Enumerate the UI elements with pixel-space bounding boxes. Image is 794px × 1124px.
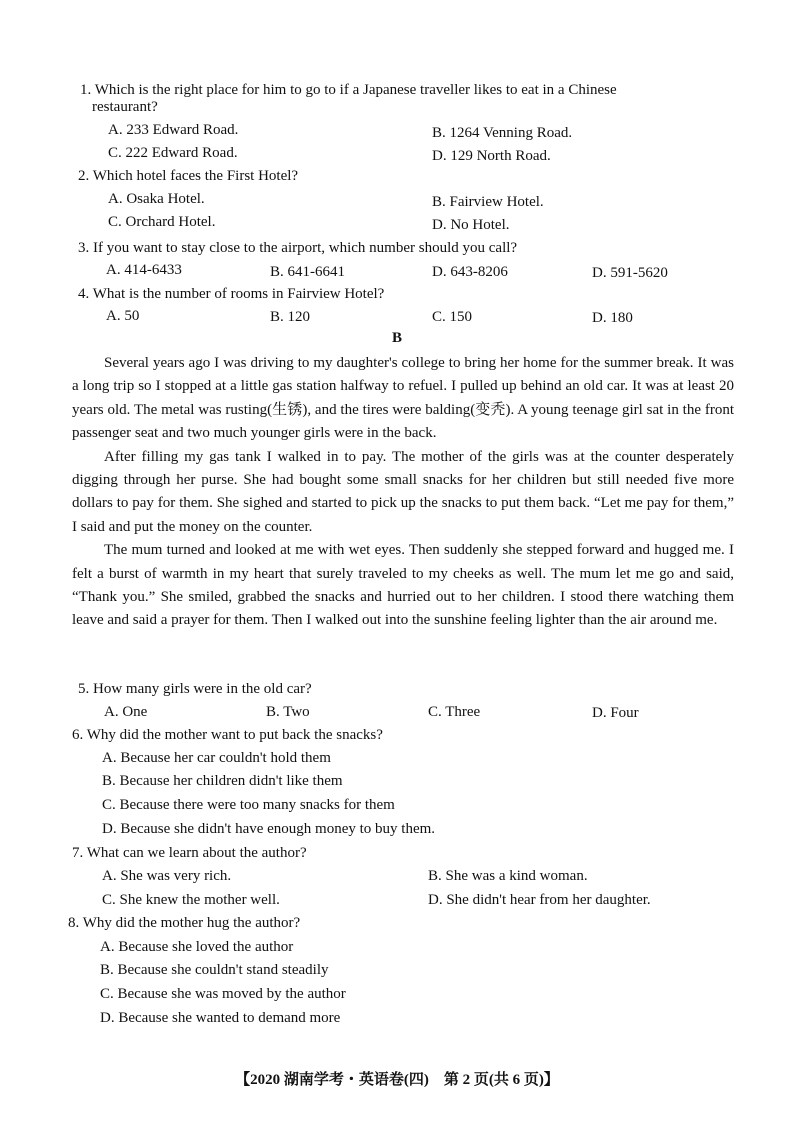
question-3-option-b: B. 641-6641 — [270, 264, 345, 280]
passage-paragraph-2: After filling my gas tank I walked in to pay. The mother of the girls was at the counter desperately digging through her purse. She had bought some small snacks for her children but still needed five more dollars to pay for them. She sighed and started to pick up the snacks to put them back. “Let me pay for them,” I said and put the money on the counter. — [72, 448, 734, 535]
passage-paragraph-3: The mum turned and looked at me with wet eyes. Then suddenly she stepped forward and hugged me. I felt a burst of warmth in my heart that surely traveled to my cheeks as well. The mum let me go and said, “Thank you.” She smiled, grabbed the snacks and hurried out to her children. I stood there watching them leave and said a prayer for them. Then I walked out into the sunshine feeling lighter than the air around me. — [72, 542, 734, 629]
question-2-option-a: A. Osaka Hotel. — [108, 191, 205, 207]
question-2-stem: 2. Which hotel faces the First Hotel? — [78, 168, 299, 184]
passage — [72, 352, 734, 633]
question-1-option-b: B. 1264 Venning Road. — [432, 125, 573, 141]
question-3-option-d: D. 591-5620 — [592, 265, 668, 281]
question-6-option-c: C. Because there were too many snacks for them — [102, 797, 395, 813]
question-6-stem: 6. Why did the mother want to put back the snacks? — [72, 727, 383, 743]
question-3-stem: 3. If you want to stay close to the airport, which number should you call? — [78, 240, 518, 256]
question-4-option-a: A. 50 — [106, 308, 140, 324]
question-5-option-d: D. Four — [592, 705, 639, 721]
question-7-option-c: C. She knew the mother well. — [102, 892, 280, 908]
question-4-option-c: C. 150 — [432, 309, 473, 325]
question-5-option-c: C. Three — [428, 704, 481, 720]
question-7-stem: 7. What can we learn about the author? — [72, 845, 307, 861]
section-b-heading: B — [391, 330, 402, 346]
question-4-option-d: D. 180 — [592, 310, 633, 326]
question-8-option-b: B. Because she couldn't stand steadily — [100, 962, 329, 978]
question-5-stem: 5. How many girls were in the old car? — [78, 681, 312, 697]
question-5-option-a: A. One — [104, 704, 148, 720]
question-8-option-c: C. Because she was moved by the author — [100, 986, 346, 1002]
question-2-option-c: C. Orchard Hotel. — [108, 214, 216, 230]
question-1-stem-line1: 1. Which is the right place for him to go to if a Japanese traveller likes to eat in a Chinese — [80, 82, 617, 98]
question-6-option-a: A. Because her car couldn't hold them — [102, 750, 331, 766]
question-1-option-d: D. 129 North Road. — [432, 148, 551, 164]
question-4-option-b: B. 120 — [270, 309, 311, 325]
question-7-option-d: D. She didn't hear from her daughter. — [428, 892, 651, 908]
question-5-option-b: B. Two — [266, 704, 310, 720]
question-8-option-d: D. Because she wanted to demand more — [100, 1010, 341, 1026]
question-3-option-a: A. 414-6433 — [106, 262, 182, 278]
question-7-option-b: B. She was a kind woman. — [428, 868, 588, 884]
question-6-option-b: B. Because her children didn't like them — [102, 773, 343, 789]
question-6-option-d: D. Because she didn't have enough money to buy them. — [102, 821, 436, 837]
page-footer: 【2020 湖南学考・英语卷(四) 第 2 页(共 6 页)】 — [235, 1072, 559, 1088]
question-1-option-a: A. 233 Edward Road. — [108, 122, 239, 138]
question-8-stem: 8. Why did the mother hug the author? — [68, 915, 301, 931]
question-3-option-c: D. 643-8206 — [432, 264, 508, 280]
question-1-stem-line2: restaurant? — [92, 99, 158, 115]
question-4-stem: 4. What is the number of rooms in Fairview Hotel? — [78, 286, 385, 302]
passage-paragraph-1: Several years ago I was driving to my daughter's college to bring her home for the summer break. It was a long trip so I stopped at a little gas station halfway to refuel. I pulled up behind an old car. It was at least 20 years old. The metal was rusting(生锈), and the tires were balding(变秃). A young teenage girl sat in the front passenger seat and two much younger girls were in the back. — [72, 355, 734, 442]
question-7-option-a: A. She was very rich. — [102, 868, 232, 884]
question-1-option-c: C. 222 Edward Road. — [108, 145, 238, 161]
question-2-option-b: B. Fairview Hotel. — [432, 194, 544, 210]
question-2-option-d: D. No Hotel. — [432, 217, 510, 233]
question-8-option-a: A. Because she loved the author — [100, 939, 294, 955]
